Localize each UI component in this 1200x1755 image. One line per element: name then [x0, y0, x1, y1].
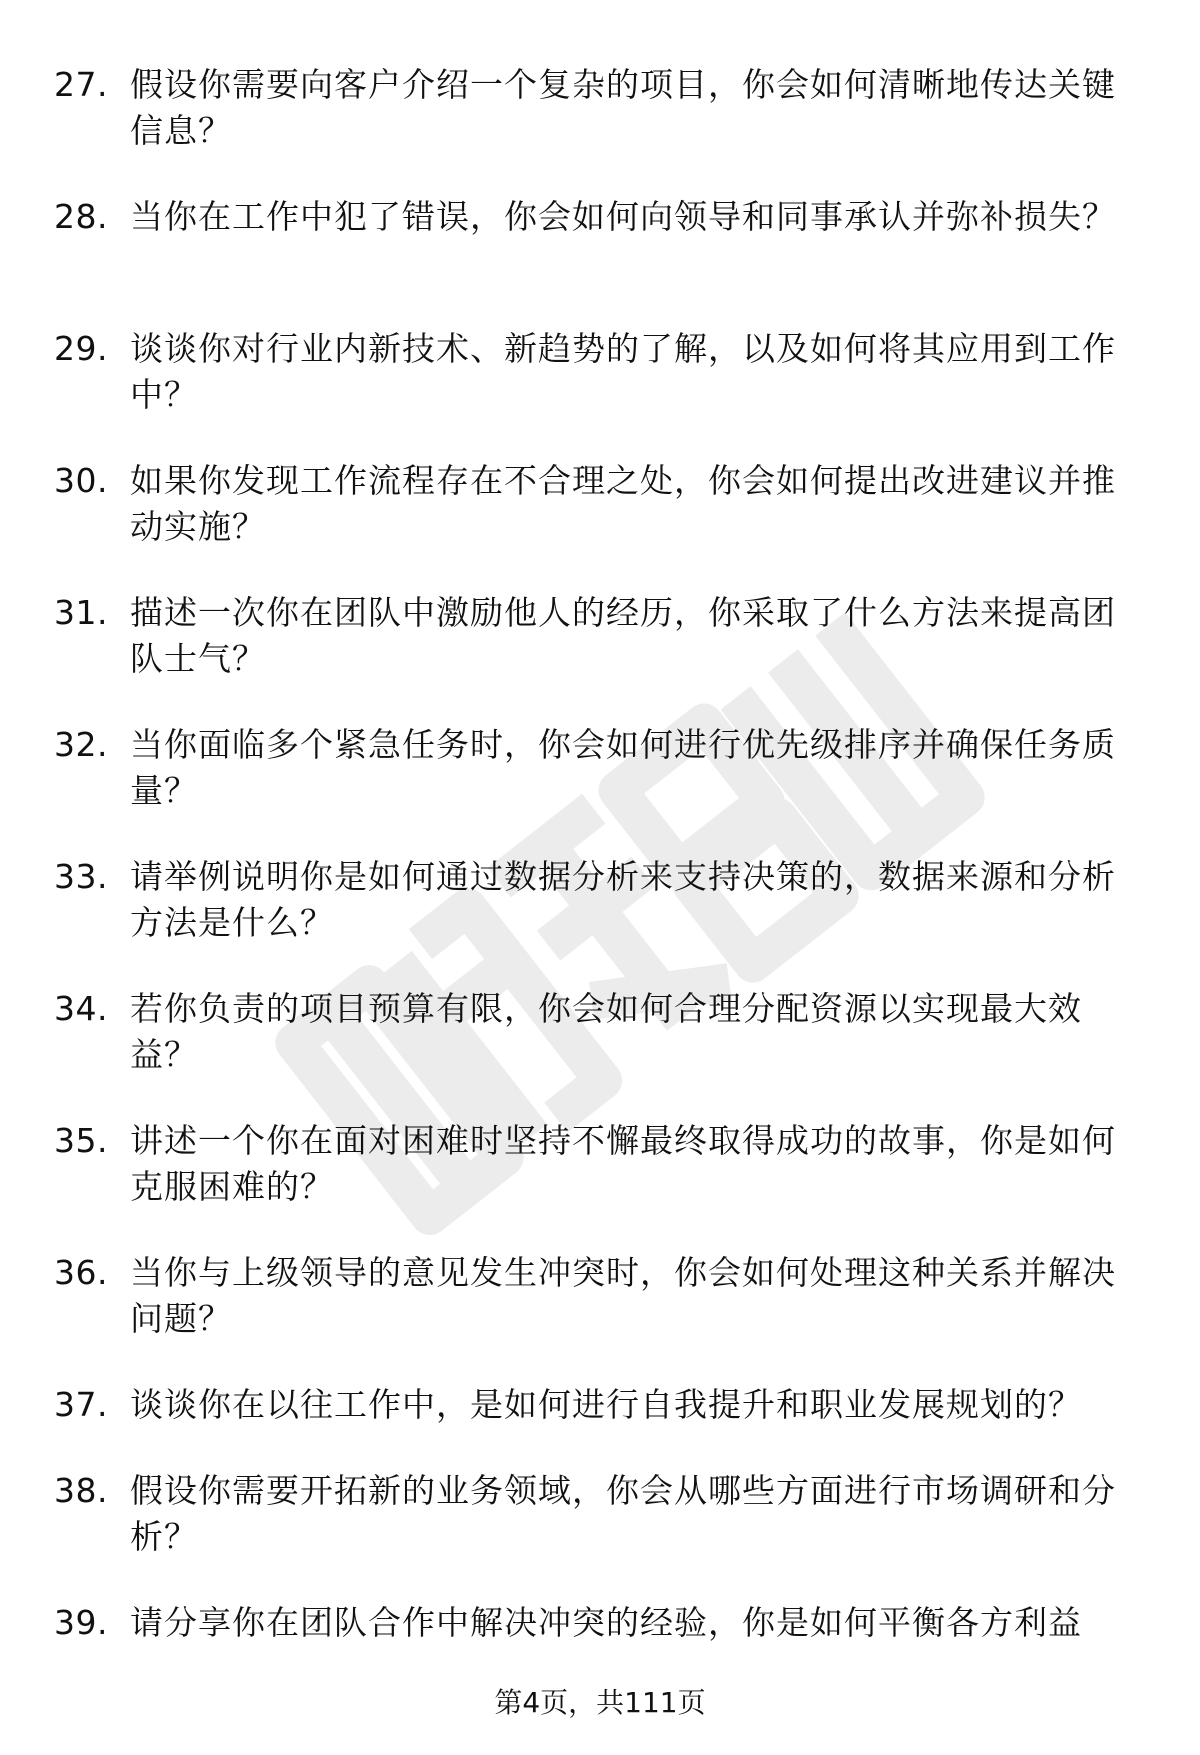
question-text: 假设你需要向客户介绍一个复杂的项目，你会如何清晰地传达关键信息？	[130, 65, 1116, 150]
question-number: 38.	[54, 1471, 108, 1510]
question-text: 当你在工作中犯了错误，你会如何向领导和同事承认并弥补损失？	[130, 197, 1116, 236]
list-item	[0, 1600, 1200, 1660]
question-text: 谈谈你在以往工作中，是如何进行自我提升和职业发展规划的？	[130, 1385, 1082, 1424]
question-number: 33.	[54, 857, 108, 896]
question-number: 36.	[54, 1253, 108, 1292]
list-item	[0, 1118, 1200, 1250]
question-number: 35.	[54, 1121, 108, 1160]
question-text: 如果你发现工作流程存在不合理之处，你会如何提出改进建议并推动实施？	[130, 461, 1116, 546]
list-item	[0, 458, 1200, 590]
list-item	[0, 62, 1200, 194]
list-item	[0, 194, 1200, 326]
question-list	[0, 62, 1200, 1660]
question-number: 27.	[54, 65, 108, 104]
list-item	[0, 722, 1200, 854]
list-item	[0, 1250, 1200, 1382]
question-text: 若你负责的项目预算有限，你会如何合理分配资源以实现最大效益？	[130, 989, 1082, 1074]
question-text: 谈谈你对行业内新技术、新趋势的了解，以及如何将其应用到工作中？	[130, 329, 1116, 414]
question-number: 29.	[54, 329, 108, 368]
question-text: 当你面临多个紧急任务时，你会如何进行优先级排序并确保任务质量？	[130, 725, 1116, 810]
list-item	[0, 986, 1200, 1118]
question-number: 37.	[54, 1385, 108, 1424]
list-item	[0, 590, 1200, 722]
list-item	[0, 1382, 1200, 1468]
question-number: 39.	[54, 1603, 108, 1642]
question-number: 31.	[54, 593, 108, 632]
question-number: 28.	[54, 197, 108, 236]
question-text: 当你与上级领导的意见发生冲突时，你会如何处理这种关系并解决问题？	[130, 1253, 1116, 1338]
question-text: 讲述一个你在面对困难时坚持不懈最终取得成功的故事，你是如何克服困难的？	[130, 1121, 1116, 1206]
question-text: 假设你需要开拓新的业务领域，你会从哪些方面进行市场调研和分析？	[130, 1471, 1116, 1556]
page-footer: 第4页，共111页	[494, 1686, 706, 1719]
question-number: 34.	[54, 989, 108, 1028]
list-item	[0, 326, 1200, 458]
question-number: 30.	[54, 461, 108, 500]
list-item	[0, 1468, 1200, 1600]
question-number: 32.	[54, 725, 108, 764]
question-text: 请举例说明你是如何通过数据分析来支持决策的，数据来源和分析方法是什么？	[130, 857, 1116, 942]
list-item	[0, 854, 1200, 986]
question-text: 请分享你在团队合作中解决冲突的经验，你是如何平衡各方利益	[130, 1603, 1082, 1642]
question-text: 描述一次你在团队中激励他人的经历，你采取了什么方法来提高团队士气？	[130, 593, 1116, 678]
